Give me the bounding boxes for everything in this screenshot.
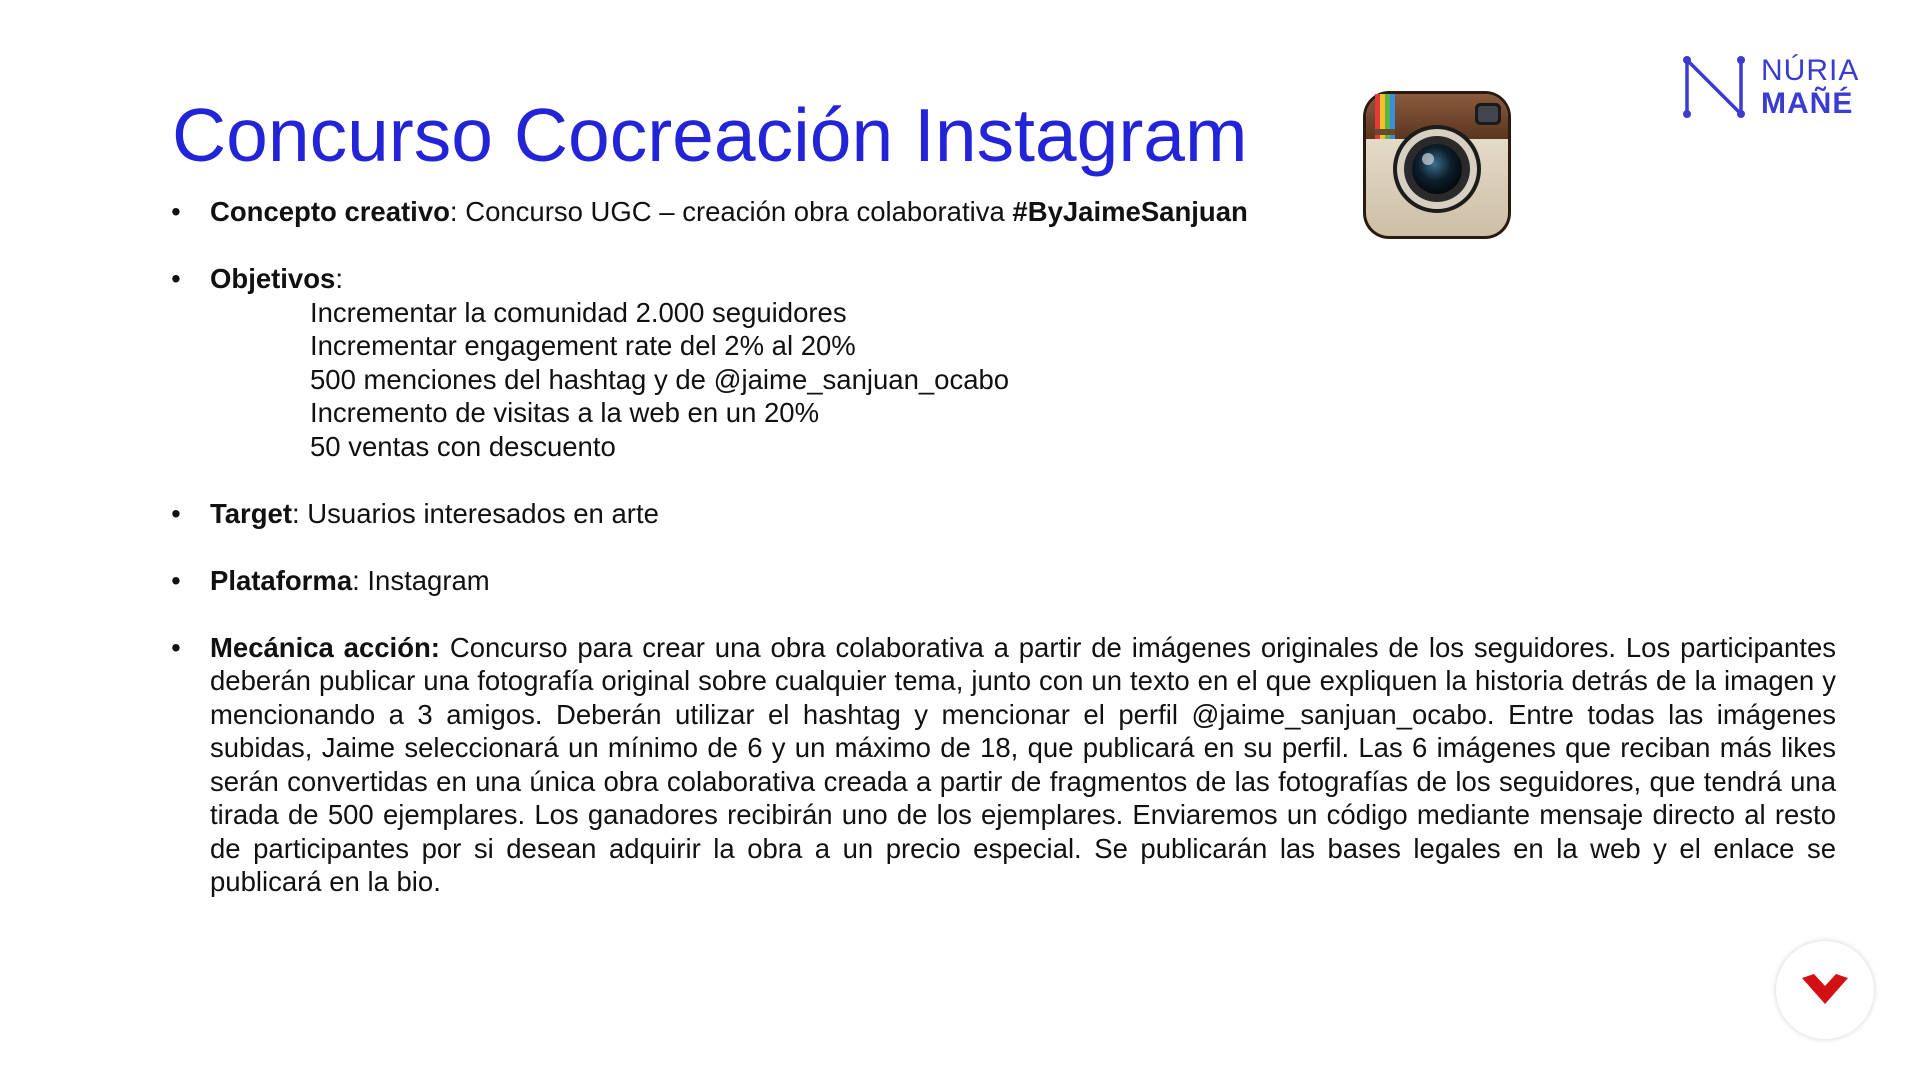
bullet-label: Objetivos <box>210 263 336 294</box>
bullet-dot: • <box>171 631 181 663</box>
brand-name <box>1761 54 1859 120</box>
hashtag: #ByJaimeSanjuan <box>1012 196 1248 227</box>
bullet-dot: • <box>171 564 181 596</box>
brand-monogram-icon <box>1683 56 1745 118</box>
bullet-sep: : <box>292 497 300 529</box>
bullet-text: Instagram <box>359 564 490 596</box>
brand-logo <box>1683 54 1863 120</box>
corner-logo-button[interactable] <box>1776 941 1874 1039</box>
bullet-dot: • <box>171 263 181 294</box>
bullet-objetivos <box>166 262 1836 463</box>
brand-name-line2: MAÑÉ <box>1761 87 1854 120</box>
bullet-text: Concurso para crear una obra colaborativa a partir de imágenes originales de los seguidores. Los participantes deberán publicar una fotografía original sobre cualquier tema, junto con un texto en el que expliquen la historia detrás de la imagen y mencionando a 3 amigos. Deberán utilizar el hashtag y mencionar el perfil @jaime_sanjuan_ocabo. Entre todas las imágenes subidas, Jaime seleccionará un mínimo de 6 y un máximo de 18, que publicará en su perfil. Las 6 imágenes que reciban más likes serán convertidas en una única obra colaborativa creada a partir de fragmentos de las fotografías de los seguidores, que tendrá una tirada de 500 ejemplares. Los ganadores recibirán uno de los ejemplares. Enviaremos un código mediante mensaje directo al resto de participantes por si desean adquirir la obra a un precio especial. Se publicarán las bases legales en la web y el enlace se publicará en la bio. <box>210 631 1837 897</box>
brand-name-line1: NÚRIA <box>1761 54 1860 87</box>
bullet-target <box>166 497 1836 531</box>
list-item: Incrementar engagement rate del 2% al 20% <box>310 330 856 361</box>
bullet-sep: : <box>352 564 360 596</box>
bullet-label: Target <box>210 497 293 529</box>
bullet-concepto <box>166 195 1836 229</box>
bullet-plataforma <box>166 564 1836 598</box>
bullet-mecanica <box>166 631 1836 899</box>
red-chevron-icon <box>1800 972 1850 1006</box>
slide-title: Concurso Cocreación Instagram <box>172 93 1248 177</box>
bullet-dot: • <box>171 196 181 227</box>
bullet-dot: • <box>171 497 181 529</box>
bullet-text: Concurso UGC – creación obra colaborativa <box>457 196 1013 227</box>
bullet-sep: : <box>335 263 343 294</box>
bullet-label: Concepto creativo <box>210 196 450 227</box>
list-item: Incrementar la comunidad 2.000 seguidores <box>310 296 847 328</box>
bullet-text: Usuarios interesados en arte <box>299 497 659 529</box>
bullet-label: Plataforma <box>210 564 353 596</box>
bullet-sep: : <box>449 196 458 227</box>
list-item: 50 ventas con descuento <box>310 430 616 462</box>
bullet-label: Mecánica acción: <box>210 631 440 663</box>
objetivos-list <box>210 296 1836 464</box>
list-item: Incremento de visitas a la web en un 20% <box>310 397 820 428</box>
list-item: 500 menciones del hashtag y de @jaime_sanjuan_ocabo <box>310 363 1010 395</box>
bullet-list <box>166 195 1836 932</box>
